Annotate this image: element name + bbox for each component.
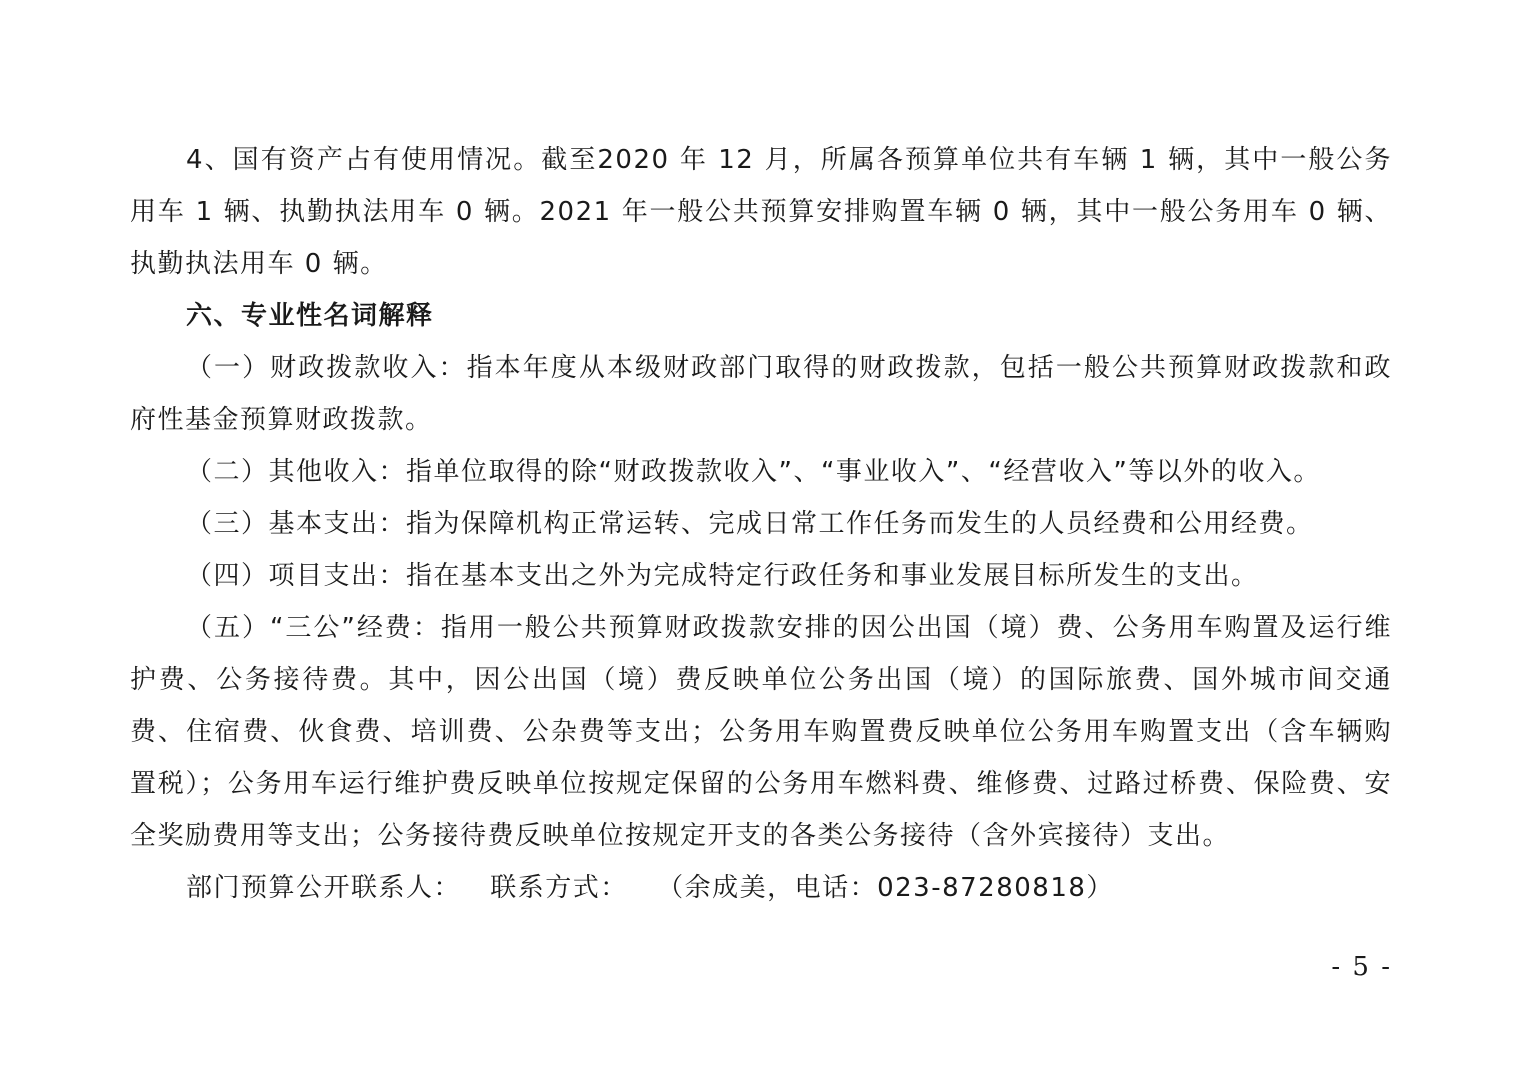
document-body	[130, 134, 1392, 914]
definition-fiscal-appropriation: （一）财政拨款收入：指本年度从本级财政部门取得的财政拨款，包括一般公共预算财政拨款和政府性基金预算财政拨款。	[130, 353, 1392, 435]
contact-line: 部门预算公开联系人： 联系方式： （余成美，电话：023-87280818）	[186, 873, 1114, 903]
definition-three-public-expenses: （五）“三公”经费：指用一般公共预算财政拨款安排的因公出国（境）费、公务用车购置及运行维护费、公务接待费。其中，因公出国（境）费反映单位公务出国（境）的国际旅费、国外城市间交通费、住宿费、伙食费、培训费、公杂费等支出；公务用车购置费反映单位公务用车购置支出（含车辆购置税）；公务用车运行维护费反映单位按规定保留的公务用车燃料费、维修费、过路过桥费、保险费、安全奖励费用等支出；公务接待费反映单位按规定开支的各类公务接待（含外宾接待）支出。	[130, 613, 1392, 851]
definition-other-income: （二）其他收入：指单位取得的除“财政拨款收入”、“事业收入”、“经营收入”等以外的收入。	[186, 457, 1321, 487]
definition-project-expenditure: （四）项目支出：指在基本支出之外为完成特定行政任务和事业发展目标所发生的支出。	[186, 561, 1259, 591]
page-number: - 5 -	[1331, 952, 1392, 982]
asset-usage-paragraph: 4、国有资产占有使用情况。截至2020 年 12 月，所属各预算单位共有车辆 1 辆，其中一般公务用车 1 辆、执勤执法用车 0 辆。2021 年一般公共预算安排购置车辆 0 辆，其中一般公务用车 0 辆、执勤执法用车 0 辆。	[130, 145, 1393, 279]
section-heading: 六、专业性名词解释	[186, 301, 434, 331]
definition-basic-expenditure: （三）基本支出：指为保障机构正常运转、完成日常工作任务而发生的人员经费和公用经费。	[186, 509, 1314, 539]
